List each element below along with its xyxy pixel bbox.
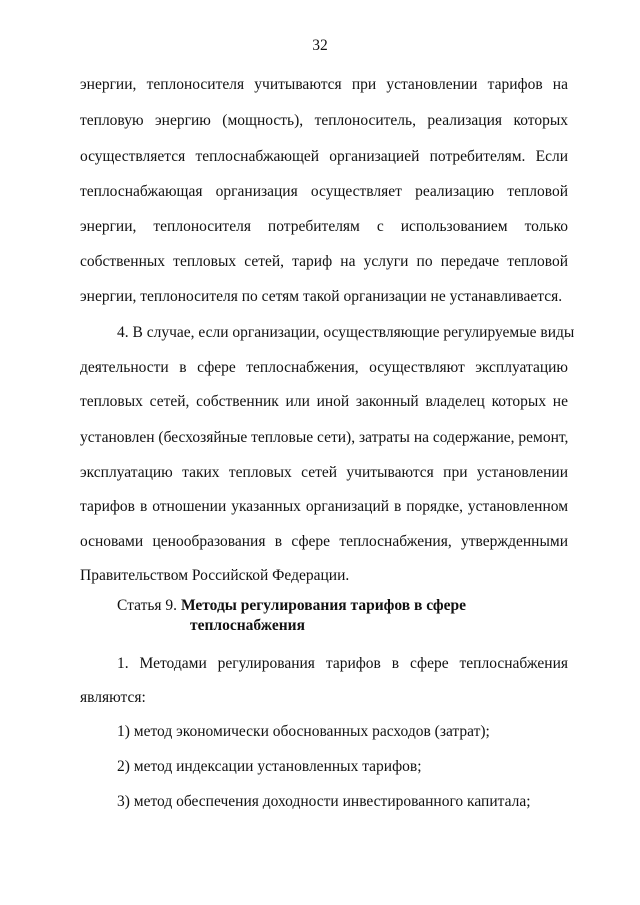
paragraph-3-line-1: 1. Методами регулирования тарифов в сфере теплоснабжения [117, 655, 568, 672]
paragraph-1-line-7: энергии, теплоносителя по сетям такой организации не устанавливается. [80, 288, 563, 305]
paragraph-1-line-1: энергии, теплоносителя учитываются при установлении тарифов на [80, 76, 568, 93]
list-item-2: 2) метод индексации установленных тарифов; [117, 758, 422, 775]
article-title-line-2: теплоснабжения [190, 617, 305, 634]
paragraph-1-line-5: энергии, теплоносителя потребителям с использованием только [80, 218, 568, 235]
article-prefix: Статья 9. [117, 597, 178, 614]
article-title-line-1: Методы регулирования тарифов в сфере [180, 597, 466, 614]
paragraph-1-line-4: теплоснабжающая организация осуществляет реализацию тепловой [80, 183, 568, 200]
paragraph-1-line-2: тепловую энергию (мощность), теплоноситель, реализация которых [80, 112, 568, 129]
paragraph-2-line-3: тепловых сетей, собственник или иной законный владелец которых не [80, 393, 568, 410]
paragraph-2-line-5: эксплуатацию таких тепловых сетей учитываются при установлении [80, 464, 568, 481]
paragraph-1-line-3: осуществляется теплоснабжающей организацией потребителям. Если [80, 148, 568, 165]
paragraph-2-line-1: 4. В случае, если организации, осуществляющие регулируемые виды [117, 324, 575, 341]
list-item-3: 3) метод обеспечения доходности инвестированного капитала; [117, 793, 531, 810]
paragraph-1-line-6: собственных тепловых сетей, тариф на услуги по передаче тепловой [80, 253, 568, 270]
article-heading [117, 596, 466, 616]
paragraph-2-line-6: тарифов в отношении указанных организаций в порядке, установленном [80, 498, 568, 515]
paragraph-3-line-2: являются: [80, 689, 146, 706]
paragraph-2-line-8: Правительством Российской Федерации. [80, 567, 350, 584]
paragraph-2-line-7: основами ценообразования в сфере теплоснабжения, утвержденными [80, 533, 568, 550]
list-item-1: 1) метод экономически обоснованных расходов (затрат); [117, 723, 490, 740]
paragraph-2-line-2: деятельности в сфере теплоснабжения, осуществляют эксплуатацию [80, 359, 568, 376]
paragraph-2-line-4: установлен (бесхозяйные тепловые сети), затраты на содержание, ремонт, [80, 429, 569, 446]
page-number: 32 [312, 37, 328, 54]
